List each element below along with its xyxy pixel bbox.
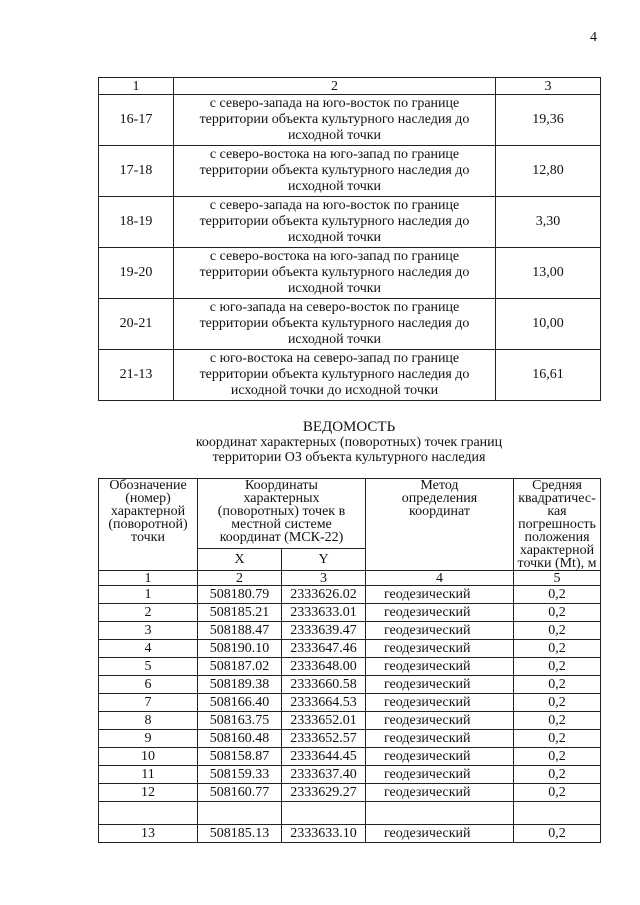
segment-row (99, 350, 601, 401)
mean-error-cell: 0,2 (514, 784, 601, 802)
segment-row (99, 95, 601, 146)
segment-points: 16-17 (99, 95, 174, 146)
header-line: характерной (110, 504, 186, 519)
gap-row (99, 802, 601, 825)
segment-description-line: исходной точки (287, 179, 382, 194)
point-number: 12 (99, 784, 198, 802)
segment-description-line: с северо-востока на юго-запад по границе (209, 147, 460, 162)
method-cell: геодезический (366, 766, 514, 784)
coord-y: 2333633.01 (282, 604, 366, 622)
column-numbering-row (99, 571, 601, 586)
coord-x: 508189.38 (198, 676, 282, 694)
coordinate-row (99, 766, 601, 784)
column-number: 2 (198, 571, 282, 586)
coordinate-row (99, 622, 601, 640)
point-number: 6 (99, 676, 198, 694)
coord-y: 2333629.27 (282, 784, 366, 802)
segment-length: 3,30 (496, 197, 601, 248)
coord-x: 508180.79 (198, 586, 282, 604)
coord-x: 508158.87 (198, 748, 282, 766)
coord-x: 508159.33 (198, 766, 282, 784)
header-line: Обозначение (109, 478, 187, 493)
coord-y: 2333626.02 (282, 586, 366, 604)
coordinate-row (99, 748, 601, 766)
method-cell: геодезический (366, 748, 514, 766)
coord-y: 2333664.53 (282, 694, 366, 712)
segment-description-line: территории объекта культурного наследия до (199, 265, 470, 280)
method-cell: геодезический (366, 658, 514, 676)
method-cell: геодезический (366, 676, 514, 694)
coord-y: 2333633.10 (282, 825, 366, 843)
mean-error-cell: 0,2 (514, 730, 601, 748)
coord-x: 508166.40 (198, 694, 282, 712)
coord-y: 2333652.01 (282, 712, 366, 730)
point-number: 5 (99, 658, 198, 676)
header-line: (поворотной) (108, 517, 188, 532)
point-number: 7 (99, 694, 198, 712)
coord-x: 508187.02 (198, 658, 282, 676)
coord-x: 508160.77 (198, 784, 282, 802)
coordinate-row (99, 586, 601, 604)
segment-length: 12,80 (496, 146, 601, 197)
point-number: 2 (99, 604, 198, 622)
header-line: характерной (519, 543, 595, 558)
segment-description-line: исходной точки до исходной точки (230, 383, 439, 398)
coord-x: 508185.13 (198, 825, 282, 843)
mean-error-cell: 0,2 (514, 712, 601, 730)
segment-points: 18-19 (99, 197, 174, 248)
segment-description (174, 197, 496, 248)
coordinate-row (99, 730, 601, 748)
segment-length: 16,61 (496, 350, 601, 401)
mean-error-cell: 0,2 (514, 676, 601, 694)
segment-description (174, 146, 496, 197)
segment-length: 10,00 (496, 299, 601, 350)
header-line: характерных (243, 491, 320, 506)
title-main: ВЕДОМОСТЬ (302, 419, 396, 435)
segment-length: 13,00 (496, 248, 601, 299)
segments-header-cell: 3 (496, 78, 601, 95)
mean-error-cell: 0,2 (514, 658, 601, 676)
header-line: (номер) (125, 491, 171, 506)
coordinate-row (99, 694, 601, 712)
header-line: Координаты (245, 478, 318, 493)
method-cell: геодезический (366, 586, 514, 604)
method-cell: геодезический (366, 622, 514, 640)
header-line: определения (401, 491, 478, 506)
segment-length: 19,36 (496, 95, 601, 146)
mean-error-cell: 0,2 (514, 604, 601, 622)
mean-error-cell: 0,2 (514, 640, 601, 658)
header-method (366, 479, 514, 571)
coordinate-row (99, 784, 601, 802)
header-line: местной системе (231, 517, 332, 532)
coord-y: 2333637.40 (282, 766, 366, 784)
coord-x: 508185.21 (198, 604, 282, 622)
header-line: Метод (420, 478, 459, 493)
coordinates-table (98, 478, 601, 843)
coordinate-row (99, 604, 601, 622)
header-line: кая (547, 504, 567, 519)
header-x: X (198, 548, 282, 570)
header-line: координат (409, 504, 470, 519)
coord-y: 2333647.46 (282, 640, 366, 658)
header-coordinates (198, 479, 366, 549)
segment-row (99, 248, 601, 299)
method-cell: геодезический (366, 784, 514, 802)
point-number: 4 (99, 640, 198, 658)
segment-description-line: с северо-запада на юго-восток по границе (209, 198, 460, 213)
page-number: 4 (590, 30, 597, 45)
coordinate-row (99, 712, 601, 730)
segment-points: 20-21 (99, 299, 174, 350)
title-line: координат характерных (поворотных) точек границ (195, 435, 503, 450)
mean-error-cell: 0,2 (514, 586, 601, 604)
segment-row (99, 299, 601, 350)
mean-error-cell: 0,2 (514, 748, 601, 766)
segment-row (99, 146, 601, 197)
mean-error-cell: 0,2 (514, 766, 601, 784)
segments-header-cell: 1 (99, 78, 174, 95)
coord-y: 2333648.00 (282, 658, 366, 676)
header-line: точки (Mt), м (517, 556, 597, 571)
segment-row (99, 197, 601, 248)
segment-description-line: с северо-запада на юго-восток по границе (209, 96, 460, 111)
segment-description-line: исходной точки (287, 281, 382, 296)
coord-x: 508188.47 (198, 622, 282, 640)
empty-cell (282, 802, 366, 825)
title-line: территории ОЗ объекта культурного наследия (212, 450, 486, 465)
mean-error-cell: 0,2 (514, 694, 601, 712)
coord-y: 2333639.47 (282, 622, 366, 640)
method-cell: геодезический (366, 640, 514, 658)
coord-y: 2333652.57 (282, 730, 366, 748)
header-mean-error (514, 479, 601, 571)
header-line: координат (МСК-22) (219, 530, 344, 545)
segment-description-line: территории объекта культурного наследия до (199, 214, 470, 229)
segment-points: 21-13 (99, 350, 174, 401)
coordinate-row (99, 658, 601, 676)
header-line: положения (524, 530, 590, 545)
header-y: Y (282, 548, 366, 570)
segments-table (98, 77, 601, 401)
point-number: 13 (99, 825, 198, 843)
mean-error-cell: 0,2 (514, 825, 601, 843)
segment-description-line: с северо-востока на юго-запад по границе (209, 249, 460, 264)
header-line: (поворотных) точек в (217, 504, 346, 519)
segment-description-line: исходной точки (287, 332, 382, 347)
header-point-designation (99, 479, 198, 571)
point-number: 10 (99, 748, 198, 766)
point-number: 11 (99, 766, 198, 784)
coord-y: 2333644.45 (282, 748, 366, 766)
coord-x: 508163.75 (198, 712, 282, 730)
header-line: погрешность (518, 517, 596, 532)
empty-cell (99, 802, 198, 825)
segment-description-line: территории объекта культурного наследия до (199, 367, 470, 382)
segment-description-line: территории объекта культурного наследия до (199, 316, 470, 331)
empty-cell (514, 802, 601, 825)
point-number: 9 (99, 730, 198, 748)
coordinate-row (99, 676, 601, 694)
segment-description (174, 248, 496, 299)
segment-description-line: с юго-востока на северо-запад по границе (209, 351, 460, 366)
coord-y: 2333660.58 (282, 676, 366, 694)
header-line: Средняя (532, 478, 582, 493)
segments-header-row (99, 78, 601, 95)
header-line: точки (131, 530, 165, 545)
segment-points: 19-20 (99, 248, 174, 299)
point-number: 1 (99, 586, 198, 604)
header-line: квадратичес- (518, 491, 596, 506)
coord-x: 508160.48 (198, 730, 282, 748)
segment-points: 17-18 (99, 146, 174, 197)
method-cell: геодезический (366, 712, 514, 730)
segment-description (174, 95, 496, 146)
coordinate-row (99, 825, 601, 843)
method-cell: геодезический (366, 825, 514, 843)
document-title (98, 420, 600, 465)
segment-description (174, 350, 496, 401)
column-number: 3 (282, 571, 366, 586)
method-cell: геодезический (366, 694, 514, 712)
segment-description-line: исходной точки (287, 128, 382, 143)
column-number: 4 (366, 571, 514, 586)
coordinate-row (99, 640, 601, 658)
column-number: 1 (99, 571, 198, 586)
segments-header-cell: 2 (174, 78, 496, 95)
point-number: 3 (99, 622, 198, 640)
coord-x: 508190.10 (198, 640, 282, 658)
point-number: 8 (99, 712, 198, 730)
segment-description-line: территории объекта культурного наследия до (199, 112, 470, 127)
column-number: 5 (514, 571, 601, 586)
method-cell: геодезический (366, 604, 514, 622)
mean-error-cell: 0,2 (514, 622, 601, 640)
empty-cell (198, 802, 282, 825)
empty-cell (366, 802, 514, 825)
segment-description-line: исходной точки (287, 230, 382, 245)
method-cell: геодезический (366, 730, 514, 748)
segment-description-line: территории объекта культурного наследия до (199, 163, 470, 178)
segment-description (174, 299, 496, 350)
segment-description-line: с юго-запада на северо-восток по границе (209, 300, 460, 315)
coords-header-row (99, 479, 601, 549)
